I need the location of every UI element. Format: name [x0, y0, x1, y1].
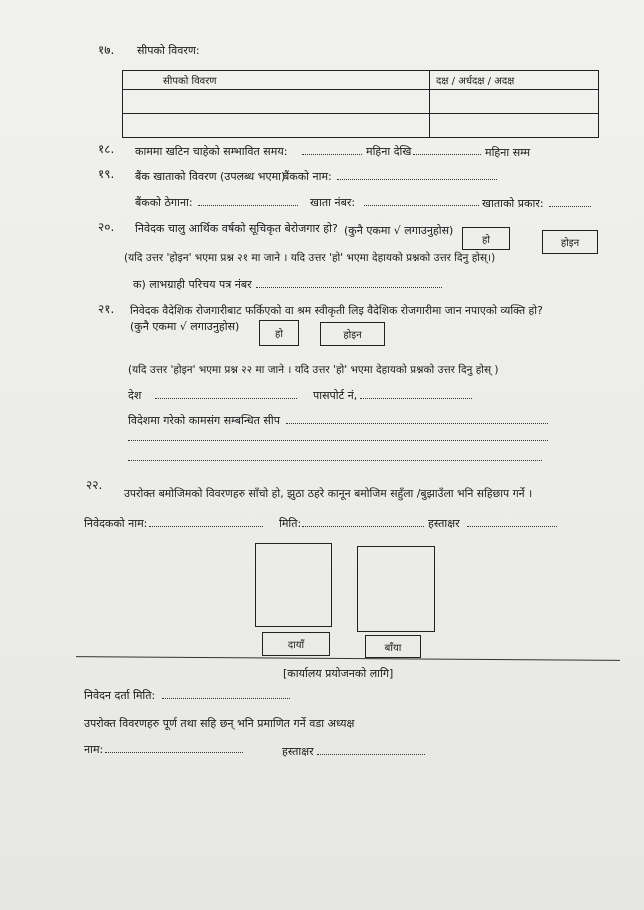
passport-field[interactable]	[360, 389, 472, 399]
q19-account-no-label: खाता नंबर:	[310, 196, 356, 209]
bank-name-field[interactable]	[337, 170, 497, 180]
office-divider	[76, 656, 620, 661]
skill-table-header-level: दक्ष / अर्धदक्ष / अदक्ष	[430, 71, 599, 90]
skill-cell[interactable]	[123, 114, 430, 138]
q21-yes-checkbox[interactable]	[259, 320, 299, 346]
q19-bank-name-label: बैंकको नाम:	[283, 170, 332, 183]
q20-text: निवेदक चालु आर्थिक वर्षको सूचिकृत बेरोजगार हो?	[135, 222, 338, 235]
applicant-name-label: निवेदकको नाम:	[84, 517, 148, 530]
q18-to-field[interactable]	[413, 145, 481, 155]
date-field[interactable]	[302, 517, 424, 527]
chair-signature-field[interactable]	[317, 745, 425, 755]
q18-to-label: महिना सम्म	[485, 146, 531, 159]
right-thumb-label-box	[262, 632, 330, 656]
level-cell[interactable]	[430, 114, 599, 138]
q18-from-label: महिना देखि	[366, 145, 412, 158]
q20-yes-checkbox[interactable]	[462, 227, 510, 250]
q20-hint: (कुनै एकमा √ लगाउनुहोस)	[344, 224, 454, 237]
q21-no-label: होइन	[343, 330, 362, 341]
q21-no-checkbox[interactable]	[320, 322, 385, 346]
q20-note: (यदि उत्तर 'होइन' भएमा प्रश्न २१ मा जाने । यदि उत्तर 'हो' भएमा देहायको प्रश्नको उत्तर दिनु होस्।)	[124, 252, 496, 264]
q17-number: १७.	[98, 43, 115, 57]
q20-no-checkbox[interactable]	[542, 230, 598, 254]
q21-hint: (कुनै एकमा √ लगाउनुहोस)	[130, 320, 240, 333]
q20-yes-label: हो	[482, 234, 490, 246]
chair-name-label: नाम:	[84, 743, 104, 756]
q21-country-label: देश	[128, 389, 142, 402]
level-cell[interactable]	[430, 90, 599, 114]
q20-number: २०.	[98, 220, 115, 234]
q21-skill-label: विदेशमा गरेको कामसंग सम्बन्धित सीप	[128, 414, 280, 427]
left-thumb-label: बाँया	[384, 642, 402, 654]
table-row	[123, 90, 599, 114]
foreign-skill-field-line2[interactable]	[128, 431, 548, 441]
date-label: मिति:	[279, 517, 302, 530]
q19-text: बैंक खाताको विवरण (उपलब्ध भएमा)	[135, 170, 286, 183]
q20-no-label: होइन	[560, 238, 580, 249]
certification-text: उपरोक्त विवरणहरु पूर्ण तथा सहि छन् भनि प्रमाणित गर्ने वडा अध्यक्ष	[84, 717, 355, 730]
left-thumb-label-box	[365, 635, 421, 658]
right-thumbprint-box[interactable]	[255, 543, 332, 627]
country-field[interactable]	[155, 389, 297, 399]
applicant-name-field[interactable]	[149, 517, 263, 527]
foreign-skill-field[interactable]	[286, 414, 548, 424]
signature-field[interactable]	[467, 517, 557, 527]
q21-number: २१.	[98, 302, 115, 316]
q19-bank-address-label: बैंकको ठेगाना:	[135, 196, 193, 209]
q19-number: १९.	[98, 167, 115, 181]
chair-signature-label: हस्ताक्षर	[282, 745, 314, 758]
chair-name-field[interactable]	[105, 743, 243, 753]
q18-number: १८.	[98, 142, 115, 156]
signature-label: हस्ताक्षर	[428, 517, 460, 530]
account-type-field[interactable]	[549, 197, 591, 207]
q22-text: उपरोक्त बमोजिमको विवरणहरु साँचो हो, झुठा ठहरे कानून बमोजिम सहुँला /बुझाउँला भनि सहिछाप गर्ने ।	[124, 487, 533, 500]
q20-card-label: क) लाभग्राही परिचय पत्र नंबर	[133, 278, 252, 291]
q19-account-type-label: खाताको प्रकार:	[482, 197, 544, 210]
q17-title: सीपको विवरण:	[137, 44, 200, 57]
q21-note: (यदि उत्तर 'होइन' भएमा प्रश्न २२ मा जाने । यदि उत्तर 'हो' भएमा देहायको प्रश्नको उत्तर दिनु होस् )	[128, 364, 499, 376]
q18-from-field[interactable]	[302, 145, 362, 155]
registration-date-field[interactable]	[162, 689, 290, 699]
foreign-skill-field-line3[interactable]	[128, 451, 542, 461]
registration-date-label: निवेदन दर्ता मिति:	[84, 689, 156, 702]
right-thumb-label: दायाँ	[287, 640, 305, 651]
bank-address-field[interactable]	[198, 196, 298, 206]
q21-passport-label: पासपोर्ट नं,	[313, 389, 358, 402]
skill-table	[122, 70, 599, 138]
q18-text: काममा खटिन चाहेको सम्भावित समय:	[135, 145, 288, 158]
table-row	[123, 114, 599, 138]
office-heading: [कार्यालय प्रयोजनको लागि]	[283, 667, 394, 680]
beneficiary-card-field[interactable]	[256, 278, 442, 288]
skill-table-header-skill: सीपको विवरण	[123, 71, 430, 90]
q21-yes-label: हो	[275, 329, 283, 340]
skill-cell[interactable]	[123, 90, 430, 114]
q21-text: निवेदक वैदेशिक रोजगारीबाट फर्किएको वा श्रम स्वीकृती लिइ वैदेशिक रोजगारीमा जान नपाएको व्यक्ति हो?	[130, 304, 543, 317]
left-thumbprint-box[interactable]	[357, 546, 435, 632]
account-no-field[interactable]	[364, 196, 479, 206]
q22-number: २२.	[86, 478, 103, 492]
